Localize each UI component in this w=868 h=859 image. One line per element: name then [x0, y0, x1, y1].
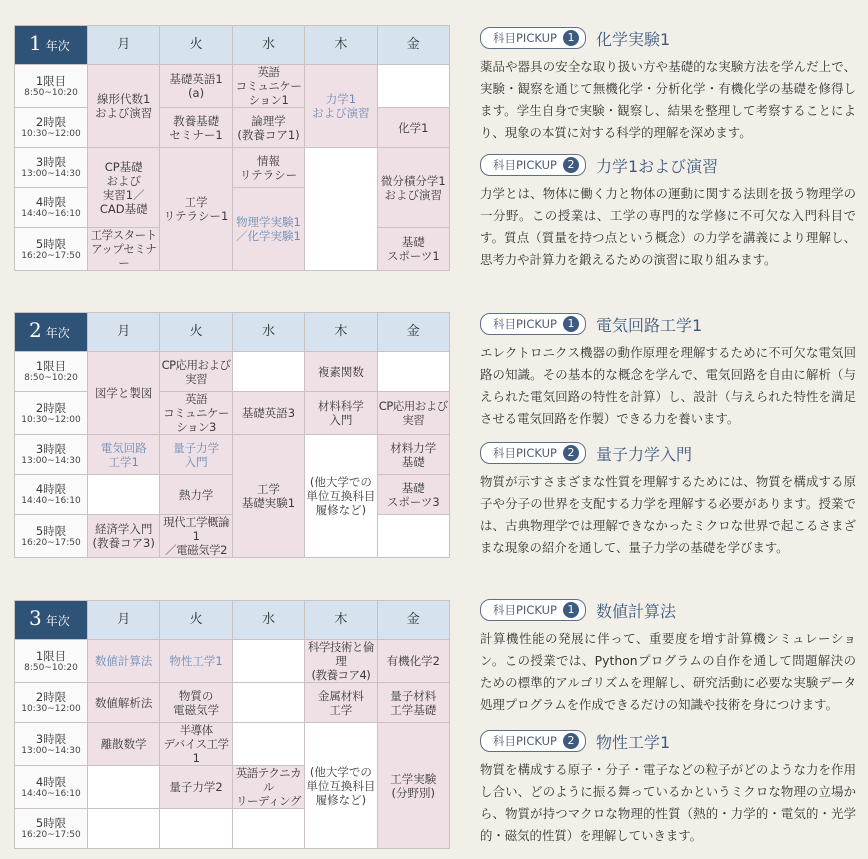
course-cell: [377, 65, 449, 108]
pickup-block: [480, 152, 856, 271]
course-cell: [160, 809, 232, 849]
day-header: 火: [160, 313, 232, 352]
course-cell: 量子力学2: [160, 766, 232, 809]
year-header: 1 年次: [15, 26, 88, 65]
course-cell: [88, 475, 160, 515]
course-cell: 工学 リテラシー1: [160, 148, 232, 271]
course-cell: 経済学入門 (教養コア3): [88, 515, 160, 558]
period-cell: 5時限 16:20~17:50: [15, 228, 88, 271]
period-cell: 3時限 13:00~14:30: [15, 148, 88, 188]
course-cell: 離散数学: [88, 723, 160, 766]
pickup-badge: 科目PICKUP 2: [480, 730, 586, 752]
course-cell: 材料科学 入門: [305, 392, 377, 435]
day-header: 木: [305, 601, 377, 640]
pickup-title: 量子力学入門: [595, 444, 692, 464]
year-header: 2 年次: [15, 313, 88, 352]
period-cell: 5時限 16:20~17:50: [15, 809, 88, 849]
period-cell: 2時限 10:30~12:00: [15, 108, 88, 148]
course-cell: 有機化学2: [377, 640, 449, 683]
course-cell: CP応用および 実習: [160, 352, 232, 392]
pickup-block: [480, 597, 856, 716]
period-cell: 5時限 16:20~17:50: [15, 515, 88, 558]
course-cell: 英語 コミュニケーション1: [232, 65, 304, 108]
course-cell: (他大学での 単位互換科目 履修など): [305, 723, 377, 849]
course-cell: 複素関数: [305, 352, 377, 392]
day-header: 金: [377, 26, 449, 65]
pickup-text: 物質が示すさまざまな性質を理解するためには、物質を構成する原子や分子の世界を支配する力学を理解する必要があります。授業では、古典物理学では理解できなかったミクロな世界で起こるさまざまな現象の紹介を通して、量子力学の基礎を学びます。: [480, 474, 856, 555]
day-header: 月: [88, 26, 160, 65]
course-cell: (他大学での 単位互換科目 履修など): [305, 435, 377, 558]
day-header: 水: [232, 26, 304, 65]
day-header: 火: [160, 601, 232, 640]
course-cell: CP応用および 実習: [377, 392, 449, 435]
pickup-badge: 科目PICKUP 1: [480, 27, 586, 49]
course-cell: 基礎英語1 (a): [160, 65, 232, 108]
pickup-block: [480, 728, 856, 847]
period-cell: 3時限 13:00~14:30: [15, 723, 88, 766]
course-cell: 基礎 スポーツ1: [377, 228, 449, 271]
day-header: 木: [305, 26, 377, 65]
course-cell: 物性工学1: [160, 640, 232, 683]
course-cell: 材料力学 基礎: [377, 435, 449, 475]
course-cell: 物質の 電磁気学: [160, 683, 232, 723]
course-cell: 基礎 スポーツ3: [377, 475, 449, 515]
course-cell: 情報 リテラシー: [232, 148, 304, 188]
pickup-block: [480, 311, 856, 430]
pickup-number: 2: [563, 157, 579, 173]
course-cell: 現代工学概論1 ／電磁気学2: [160, 515, 232, 558]
pickup-title: 物性工学1: [595, 732, 671, 752]
course-cell: [377, 515, 449, 558]
pickup-number: 1: [563, 30, 579, 46]
day-header: 月: [88, 601, 160, 640]
day-header: 火: [160, 26, 232, 65]
period-cell: 4時限 14:40~16:10: [15, 188, 88, 228]
pickup-block: [480, 440, 856, 559]
period-cell: 2時限 10:30~12:00: [15, 683, 88, 723]
pickup-block: [480, 25, 856, 144]
course-cell: 工学 基礎実験1: [232, 435, 304, 558]
course-cell: 工学スタート アップセミナー: [88, 228, 160, 271]
pickup-title: 化学実験1: [595, 29, 671, 49]
timetable: [14, 600, 450, 849]
course-cell: [232, 723, 304, 766]
day-header: 月: [88, 313, 160, 352]
course-cell: [305, 148, 377, 271]
course-cell: 物理学実験1 ／化学実験1: [232, 188, 304, 271]
pickup-title: 数値計算法: [595, 601, 676, 621]
course-cell: 熱力学: [160, 475, 232, 515]
pickup-badge: 科目PICKUP 1: [480, 599, 586, 621]
course-cell: 金属材料 工学: [305, 683, 377, 723]
course-cell: [232, 640, 304, 683]
pickup-title: 電気回路工学1: [595, 315, 703, 335]
course-cell: 微分積分学1 および演習: [377, 148, 449, 228]
course-cell: 量子材料 工学基礎: [377, 683, 449, 723]
course-cell: 英語 コミュニケーション3: [160, 392, 232, 435]
period-cell: 4時限 14:40~16:10: [15, 766, 88, 809]
course-cell: 数値解析法: [88, 683, 160, 723]
pickup-number: 1: [563, 602, 579, 618]
course-cell: [232, 352, 304, 392]
course-cell: 電気回路 工学1: [88, 435, 160, 475]
period-cell: 1限目 8:50~10:20: [15, 352, 88, 392]
course-cell: 図学と製図: [88, 352, 160, 435]
day-header: 金: [377, 601, 449, 640]
day-header: 水: [232, 313, 304, 352]
year1-timetable: [14, 25, 450, 271]
course-cell: 量子力学 入門: [160, 435, 232, 475]
course-cell: 英語テクニカル リーディング: [232, 766, 304, 809]
period-cell: 3時限 13:00~14:30: [15, 435, 88, 475]
course-cell: [88, 809, 160, 849]
course-cell: 数値計算法: [88, 640, 160, 683]
course-cell: CP基礎 および 実習1／ CAD基礎: [88, 148, 160, 228]
period-cell: 1限目 8:50~10:20: [15, 640, 88, 683]
day-header: 木: [305, 313, 377, 352]
timetable: [14, 312, 450, 558]
timetable: [14, 25, 450, 271]
course-cell: [88, 766, 160, 809]
course-cell: 基礎英語3: [232, 392, 304, 435]
course-cell: 工学実験 (分野別): [377, 723, 449, 849]
pickup-text: 計算機性能の発展に伴って、重要度を増す計算機シミュレーション。この授業では、Pythonプログラムの自作を通して問題解決のための標準的アルゴリズムを理解し、研究活動に必要な実験データ処理プログラムを作成できるだけの知識や技術を身につけます。: [480, 631, 856, 712]
year-header: 3 年次: [15, 601, 88, 640]
pickup-text: エレクトロニクス機器の動作原理を理解するために不可欠な電気回路の知識。その基本的な概念を学んで、電気回路を自由に解析（与えられた電気回路の特性を計算）し、設計（与えられた特性を満足させる電気回路を作製）できる力を養います。: [480, 345, 856, 426]
pickup-title: 力学1および演習: [595, 156, 719, 176]
course-cell: [232, 809, 304, 849]
pickup-text: 物質を構成する原子・分子・電子などの粒子がどのような力を作用し合い、どのように振る舞っているかというミクロな物理の立場から、物質が持つマクロな物理的性質（熱的・力学的・電気的・光学的・磁気的性質）を理解していきます。: [480, 762, 856, 843]
course-cell: 線形代数1 および演習: [88, 65, 160, 148]
year3-timetable: [14, 600, 450, 849]
course-cell: [232, 683, 304, 723]
pickup-badge: 科目PICKUP 1: [480, 313, 586, 335]
course-cell: 半導体 デバイス工学1: [160, 723, 232, 766]
course-cell: [377, 352, 449, 392]
course-cell: 化学1: [377, 108, 449, 148]
year2-timetable: [14, 312, 450, 558]
course-cell: 力学1 および演習: [305, 65, 377, 148]
pickup-number: 2: [563, 733, 579, 749]
pickup-text: 力学とは、物体に働く力と物体の運動に関する法則を扱う物理学の一分野。この授業は、工学の専門的な学修に不可欠な入門科目です。質点（質量を持つ点という概念）の力学を講義により理解し、思考力や計算力を鍛えるための演習に取り組みます。: [480, 186, 856, 267]
period-cell: 1限目 8:50~10:20: [15, 65, 88, 108]
pickup-badge: 科目PICKUP 2: [480, 442, 586, 464]
pickup-text: 薬品や器具の安全な取り扱い方や基礎的な実験方法を学んだ上で、実験・観察を通じて無機化学・分析化学・有機化学の基礎を修得します。学生自身で実験・観察し、結果を整理して考察することにより、現象の本質に対する科学的理解を深めます。: [480, 59, 856, 140]
day-header: 金: [377, 313, 449, 352]
pickup-badge: 科目PICKUP 2: [480, 154, 586, 176]
pickup-number: 2: [563, 445, 579, 461]
day-header: 水: [232, 601, 304, 640]
course-cell: 教養基礎 セミナー1: [160, 108, 232, 148]
pickup-number: 1: [563, 316, 579, 332]
period-cell: 2時限 10:30~12:00: [15, 392, 88, 435]
course-cell: 論理学 (教養コア1): [232, 108, 304, 148]
course-cell: 科学技術と倫理 (教養コア4): [305, 640, 377, 683]
period-cell: 4時限 14:40~16:10: [15, 475, 88, 515]
